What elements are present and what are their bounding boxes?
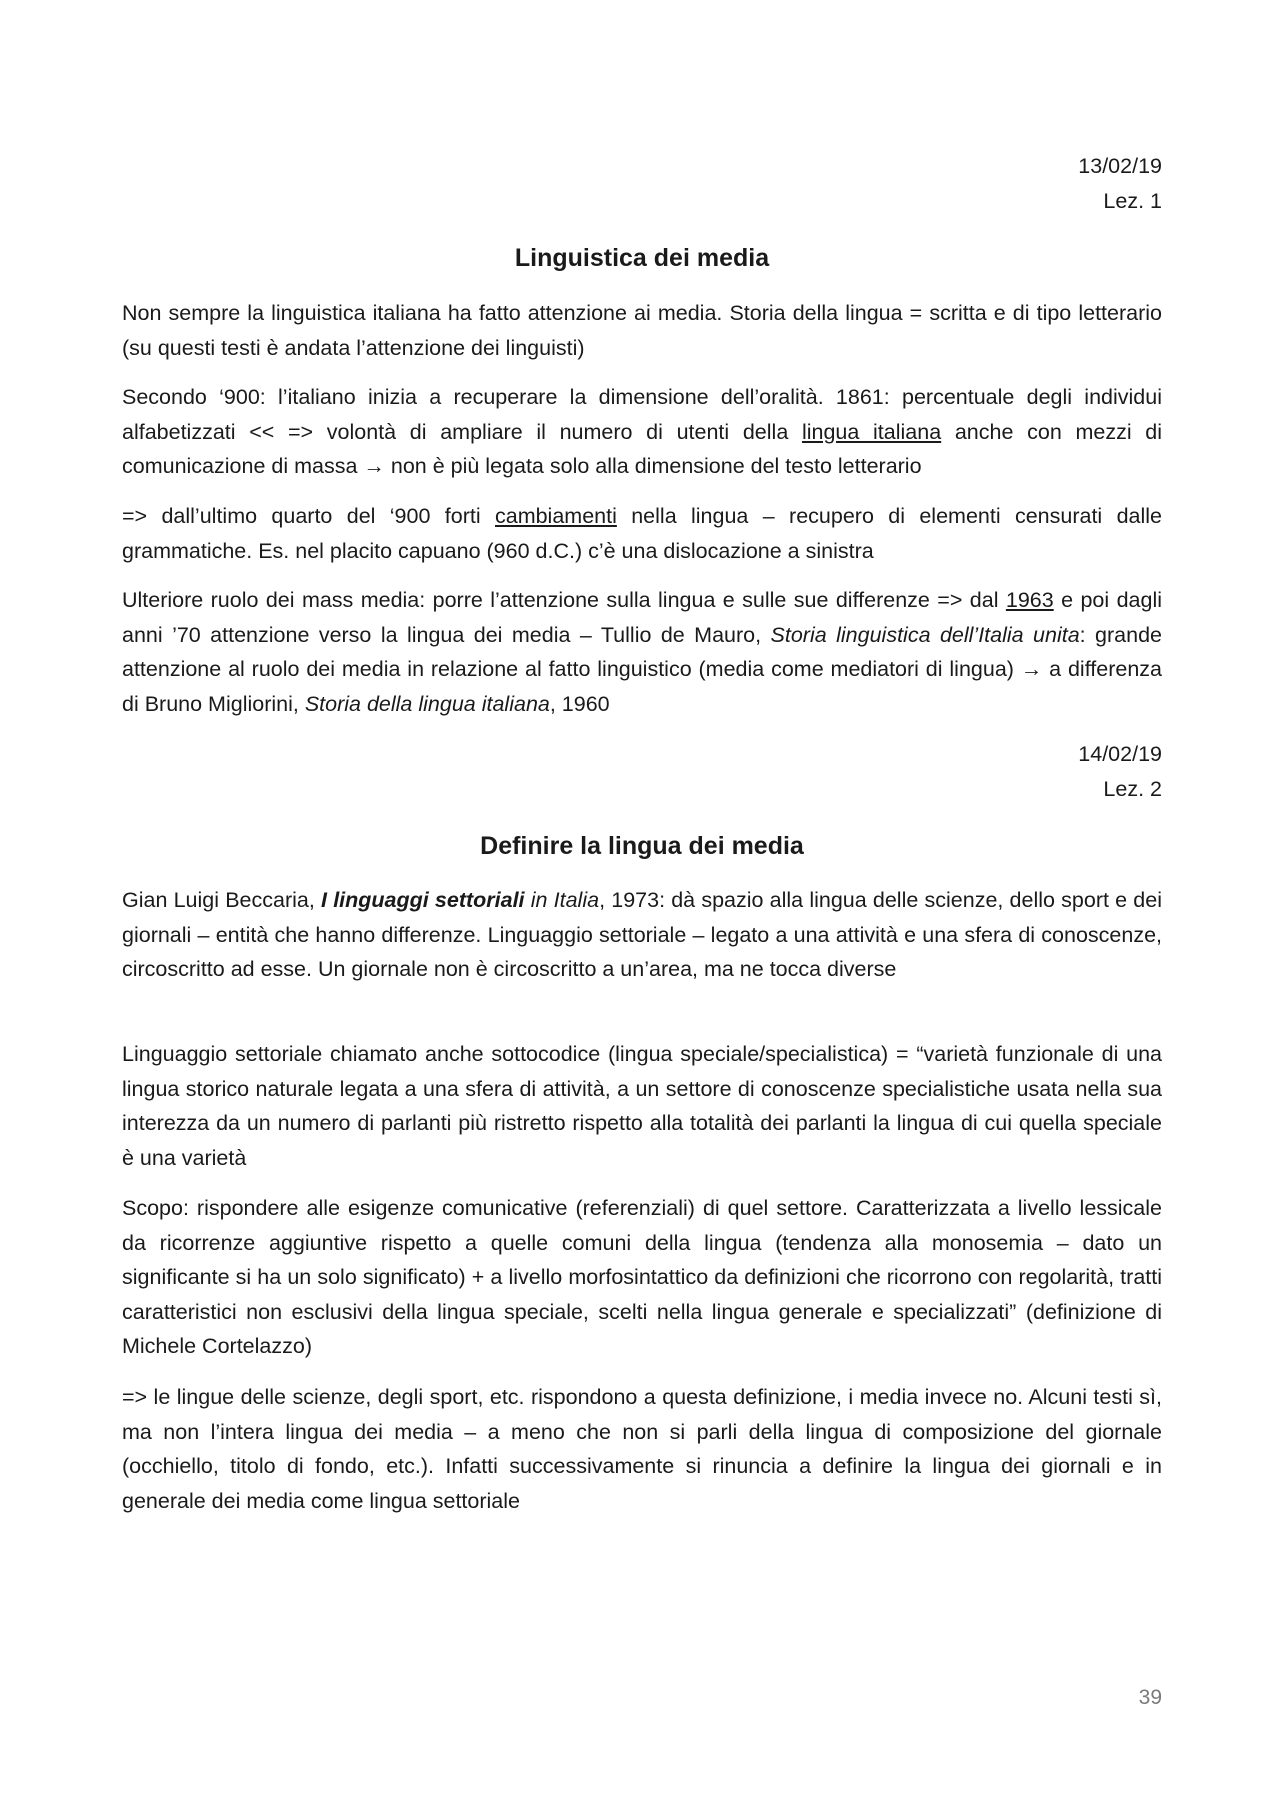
paragraph-text: anche con mezzi di comunicazione di massa → non è più legata solo alla dimensione del testo letterario (122, 419, 1163, 478)
paragraph-text: : grande attenzione al ruolo dei media in relazione al fatto linguistico (media come mediatori di lingua) → a differenza di Bruno Migliorini, (122, 622, 1162, 716)
paragraph-text: Ulteriore ruolo dei mass media: porre l’attenzione sulla lingua e sulle sue differenze => dal (122, 588, 1006, 612)
paragraph-text: Secondo ‘900: l’italiano inizia a recuperare la dimensione dell’oralità. 1861: percentuale degli individui alfabetizzati << => volontà di ampliare il numero di utenti della (122, 385, 1162, 444)
book-title: Storia della lingua italiana (304, 691, 550, 716)
lesson-header-1 (1078, 149, 1162, 218)
lesson-date: 14/02/19 (1078, 742, 1162, 766)
paragraph (122, 1191, 1162, 1364)
lesson-date: 13/02/19 (1078, 154, 1162, 178)
paragraph (122, 499, 1162, 568)
lesson-header-2 (1078, 737, 1162, 806)
paragraph-text: e poi dagli anni ’70 attenzione verso la lingua dei media – Tullio de Mauro, (122, 588, 1162, 647)
book-title: Storia linguistica dell’Italia unita (770, 622, 1080, 647)
section-title: Linguistica dei media (514, 244, 770, 272)
book-title: in Italia (524, 888, 600, 912)
paragraph-text: Linguaggio settoriale chiamato anche sottocodice (lingua speciale/specialistica) = “varietà funzionale di una lingua storico naturale legata a una sfera di attività, a un settore di conoscenze specialistiche usata nella sua interezza da un numero di parlanti più ristretto rispetto alla totalità dei parlanti la lingua di cui quella speciale è una varietà (122, 1042, 1162, 1170)
page-number: 39 (1138, 1686, 1162, 1709)
paragraph (122, 1380, 1162, 1518)
lesson-number: Lez. 1 (1103, 188, 1162, 213)
paragraph-text: nella lingua – recupero di elementi censurati dalle grammatiche. Es. nel placito capuano (960 d.C.) c’è una dislocazione a sinistra (122, 504, 1162, 563)
paragraph (122, 380, 1162, 484)
paragraph (122, 296, 1162, 365)
paragraph-text: Non sempre la linguistica italiana ha fatto attenzione ai media. Storia della lingua = scritta e di tipo letterario (su questi testi è andata l’attenzione dei linguisti) (122, 301, 1162, 360)
underlined-text: 1963 (1005, 588, 1054, 612)
book-title: I linguaggi settoriali (321, 888, 525, 912)
lesson-number: Lez. 2 (1103, 776, 1162, 801)
paragraph (122, 583, 1162, 721)
paragraph-text: , 1960 (549, 691, 610, 716)
paragraph-text: , 1973: dà spazio alla lingua delle scienze, dello sport e dei giornali – entità che hanno differenze. Linguaggio settoriale – legato a una attività e una sfera di conoscenze, circoscritto ad esse. Un giornale non è circoscritto a un’area, ma ne tocca diverse (122, 888, 1162, 981)
paragraph-text: Gian Luigi Beccaria, (122, 888, 322, 912)
paragraph-text: Scopo: rispondere alle esigenze comunicative (referenziali) di quel settore. Caratterizzata a livello lessicale da ricorrenze aggiuntive rispetto a quelle comuni della lingua (tendenza alla monosemia – dato un significante si ha un solo significato) + a livello morfosintattico da definizioni che ricorrono con regolarità, tratti caratteristici non esclusivi della lingua speciale, scelti nella lingua generale e specializzati” (definizione di Michele Cortelazzo) (122, 1196, 1162, 1358)
section-title: Definire la lingua dei media (480, 832, 804, 860)
paragraph (122, 1037, 1162, 1175)
underlined-text: lingua italiana (801, 419, 942, 444)
paragraph-text: => le lingue delle scienze, degli sport, etc. rispondono a questa definizione, i media invece no. Alcuni testi sì, ma non l’intera lingua dei media – a meno che non si parli della lingua di composizione del giornale (occhiello, titolo di fondo, etc.). Infatti successivamente si rinuncia a definire la lingua dei giornali e in generale dei media come lingua settoriale (122, 1385, 1162, 1513)
paragraph (122, 883, 1162, 987)
underlined-text: cambiamenti (494, 504, 617, 528)
paragraph-text: => dall’ultimo quarto del ‘900 forti (122, 504, 495, 528)
